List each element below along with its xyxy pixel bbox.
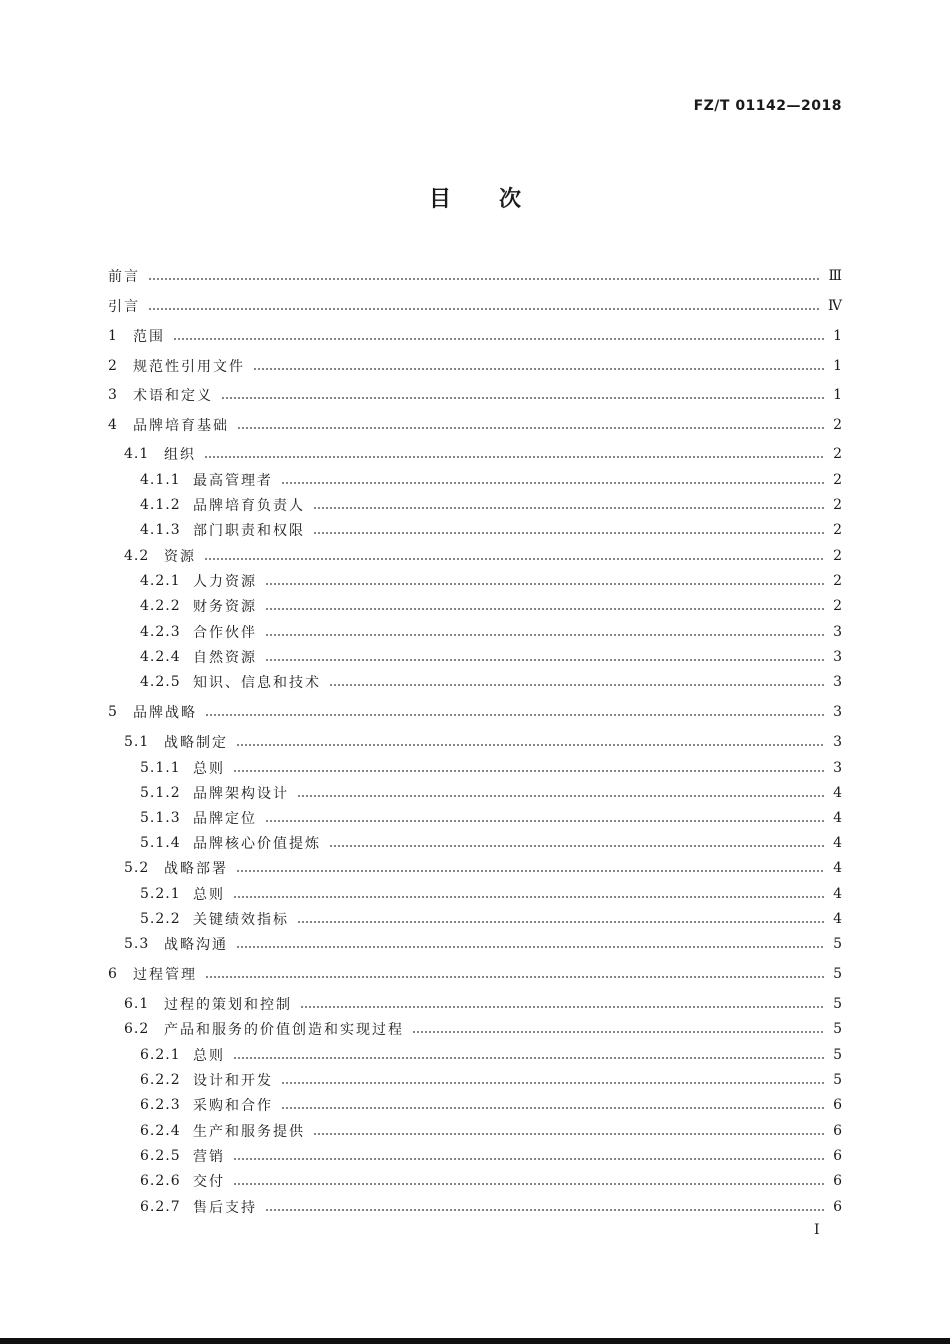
toc-entry[interactable] [124,545,842,567]
toc-entry-number: 5.1.1 [140,760,181,776]
toc-entry-number: 6.2.7 [140,1199,181,1215]
toc-entry-number: 6.2.3 [140,1097,181,1113]
toc-entry-title: 术语和定义 [133,388,213,404]
footer-page-number: I [814,1222,820,1238]
toc-entry-page: 4 [833,810,842,826]
toc-entry-number: 5.2.1 [140,886,181,902]
dot-leader [236,744,825,746]
toc-entry-title: 过程的策划和控制 [164,997,292,1013]
toc-entry-page: 2 [833,472,842,488]
dot-leader [297,921,825,923]
toc-entry-number: 4.2 [124,548,150,564]
toc-entry[interactable] [140,570,842,592]
toc-entry-title: 设计和开发 [193,1073,273,1089]
toc-entry-title: 自然资源 [193,650,257,666]
toc-entry-number: 5.2 [124,860,150,876]
toc-entry-number: 4 [108,417,118,433]
toc-entry-number: 1 [108,328,118,344]
dot-leader [329,845,825,847]
toc-entry-page: 3 [833,649,842,665]
toc-entry-title: 资源 [164,549,196,565]
dot-leader [205,714,825,716]
dot-leader [412,1031,825,1033]
toc-entry-title: 总则 [193,887,225,903]
toc-entry-number: 4.1 [124,446,150,462]
toc-entry[interactable] [140,494,842,516]
toc-entry[interactable] [140,1145,842,1167]
toc-entry-title: 营销 [193,1149,225,1165]
toc-entry[interactable] [140,757,842,779]
toc-entry[interactable] [140,807,842,829]
toc-entry-title: 品牌培育负责人 [193,498,305,514]
toc-entry-page: 6 [833,1173,842,1189]
toc-entry[interactable] [124,1018,842,1040]
toc-entry-number: 5.1.3 [140,810,181,826]
toc-entry[interactable] [124,993,842,1015]
dot-leader [233,1183,825,1185]
toc-entry-title: 采购和合作 [193,1098,273,1114]
toc-entry-page: 4 [833,886,842,902]
toc-entry-page: 3 [833,760,842,776]
toc-entry-number: 6 [108,966,118,982]
dot-leader [221,397,825,399]
toc-entry[interactable] [140,519,842,541]
toc-entry-page: 1 [833,328,842,344]
toc-entry-title: 知识、信息和技术 [193,675,321,691]
toc-entry-page: 2 [833,497,842,513]
toc-entry-number: 4.1.1 [140,472,181,488]
toc-entry-title: 总则 [193,761,225,777]
toc-entry-page: 1 [833,358,842,374]
toc-entry-title: 产品和服务的价值创造和实现过程 [164,1022,404,1038]
dot-leader [281,1082,825,1084]
toc-entry-number: 4.2.1 [140,573,181,589]
toc-entry-number: 6.1 [124,996,150,1012]
toc-entry[interactable] [124,857,842,879]
toc-entry-number: 4.1.2 [140,497,181,513]
toc-entry[interactable] [140,646,842,668]
dot-leader [205,976,825,978]
toc-entry[interactable] [140,883,842,905]
dot-leader [148,278,820,280]
dot-leader [173,338,825,340]
toc-entry[interactable] [108,355,842,377]
toc-entry-title: 品牌架构设计 [193,786,289,802]
dot-leader [265,820,825,822]
toc-entry-page: 4 [833,860,842,876]
toc-entry[interactable] [140,1069,842,1091]
toc-entry-title: 人力资源 [193,574,257,590]
toc-entry-title: 品牌核心价值提炼 [193,836,321,852]
toc-entry-page: 5 [833,1072,842,1088]
toc-entry-page: 3 [833,624,842,640]
toc-entry-page: 2 [833,548,842,564]
toc-entry[interactable] [140,1044,842,1066]
toc-entry-number: 5.2.2 [140,911,181,927]
toc-entry[interactable] [124,731,842,753]
toc-entry[interactable] [124,443,842,465]
toc-entry-page: 2 [833,446,842,462]
toc-entry-page: 4 [833,911,842,927]
toc-entry-page: 3 [833,734,842,750]
toc-entry-number: 5.1 [124,734,150,750]
dot-leader [329,684,825,686]
toc-entry[interactable] [140,1120,842,1142]
toc-entry-number: 6.2.4 [140,1123,181,1139]
toc-entry[interactable] [140,1094,842,1116]
toc-entry-title: 规范性引用文件 [133,359,245,375]
toc-entry-title: 品牌培育基础 [133,418,229,434]
page-title: 目次 [428,187,569,212]
dot-leader [204,456,825,458]
dot-leader [233,1158,825,1160]
toc-entry-page: Ⅳ [828,298,842,314]
standard-code: FZ/T 01142—2018 [693,98,842,114]
toc-entry-page: 1 [833,387,842,403]
dot-leader [313,507,825,509]
dot-leader [233,1057,825,1059]
toc-entry-number: 4.2.2 [140,598,181,614]
toc-entry[interactable] [140,908,842,930]
toc-entry-title: 售后支持 [193,1200,257,1216]
toc-entry-number: 4.2.4 [140,649,181,665]
toc-entry[interactable] [108,414,842,436]
dot-leader [265,608,825,610]
dot-leader [265,659,825,661]
toc-entry-title: 引言 [108,299,140,315]
toc-entry-page: 4 [833,835,842,851]
toc-entry-title: 品牌定位 [193,811,257,827]
toc-entry-page: 4 [833,785,842,801]
toc-entry-number: 6.2.6 [140,1173,181,1189]
toc-entry-page: 6 [833,1123,842,1139]
toc-entry-title: 财务资源 [193,599,257,615]
toc-entry-number: 6.2.2 [140,1072,181,1088]
toc-entry-page: 3 [833,704,842,720]
toc-entry-number: 5.3 [124,936,150,952]
toc-entry-page: 5 [833,996,842,1012]
toc-entry-title: 战略制定 [164,735,228,751]
toc-entry[interactable] [140,782,842,804]
toc-entry-title: 战略沟通 [164,937,228,953]
dot-leader [237,427,825,429]
toc-entry[interactable] [140,1196,842,1218]
toc-entry-number: 3 [108,387,118,403]
dot-leader [313,532,825,534]
dot-leader [204,558,825,560]
toc-entry-page: 5 [833,936,842,952]
toc-entry-page: 6 [833,1097,842,1113]
toc-entry-number: 6.2 [124,1021,150,1037]
toc-entry-page: 2 [833,573,842,589]
toc-entry[interactable] [140,671,842,693]
toc-entry[interactable] [108,963,842,985]
toc-entry-number: 6.2.1 [140,1047,181,1063]
dot-leader [313,1133,825,1135]
dot-leader [281,482,825,484]
dot-leader [236,870,825,872]
toc-entry-title: 交付 [193,1174,225,1190]
bottom-border [0,1338,950,1344]
toc-entry[interactable] [140,621,842,643]
toc-entry-number: 5 [108,704,118,720]
dot-leader [265,634,825,636]
toc-entry-title: 关键绩效指标 [193,912,289,928]
toc-entry-title: 部门职责和权限 [193,523,305,539]
toc-entry[interactable] [108,295,842,317]
toc-entry-page: 2 [833,417,842,433]
toc-entry-number: 5.1.4 [140,835,181,851]
toc-entry-page: 6 [833,1199,842,1215]
dot-leader [233,896,825,898]
dot-leader [148,308,820,310]
toc-entry-title: 总则 [193,1048,225,1064]
toc-entry-title: 最高管理者 [193,473,273,489]
toc-entry-page: 5 [833,1047,842,1063]
toc-entry-number: 4.2.3 [140,624,181,640]
toc-entry-number: 4.1.3 [140,522,181,538]
dot-leader [265,583,825,585]
toc-entry-page: 5 [833,1021,842,1037]
toc-entry[interactable] [140,832,842,854]
toc-entry-title: 品牌战略 [133,705,197,721]
toc-entry-title: 过程管理 [133,967,197,983]
toc-entry[interactable] [124,933,842,955]
dot-leader [265,1209,825,1211]
toc-entry[interactable] [108,265,842,287]
toc-entry-number: 5.1.2 [140,785,181,801]
toc-entry-number: 4.2.5 [140,674,181,690]
toc-entry-page: 5 [833,966,842,982]
toc-entry[interactable] [140,595,842,617]
toc-entry[interactable] [108,384,842,406]
toc-entry-title: 组织 [164,447,196,463]
toc-entry[interactable] [140,1170,842,1192]
toc-entry-page: Ⅲ [828,268,842,284]
dot-leader [297,795,825,797]
dot-leader [233,770,825,772]
dot-leader [253,368,825,370]
toc-entry[interactable] [140,469,842,491]
toc-entry-page: 2 [833,522,842,538]
dot-leader [300,1006,825,1008]
toc-entry-page: 6 [833,1148,842,1164]
dot-leader [236,946,825,948]
toc-entry[interactable] [108,325,842,347]
toc-entry-page: 2 [833,598,842,614]
toc-entry-title: 生产和服务提供 [193,1124,305,1140]
toc-entry-page: 3 [833,674,842,690]
toc-entry-title: 前言 [108,269,140,285]
toc-entry-title: 战略部署 [164,861,228,877]
toc-entry-number: 2 [108,358,118,374]
toc-entry-number: 6.2.5 [140,1148,181,1164]
toc-entry[interactable] [108,701,842,723]
dot-leader [281,1107,825,1109]
toc-entry-title: 范围 [133,329,165,345]
toc-entry-title: 合作伙伴 [193,625,257,641]
